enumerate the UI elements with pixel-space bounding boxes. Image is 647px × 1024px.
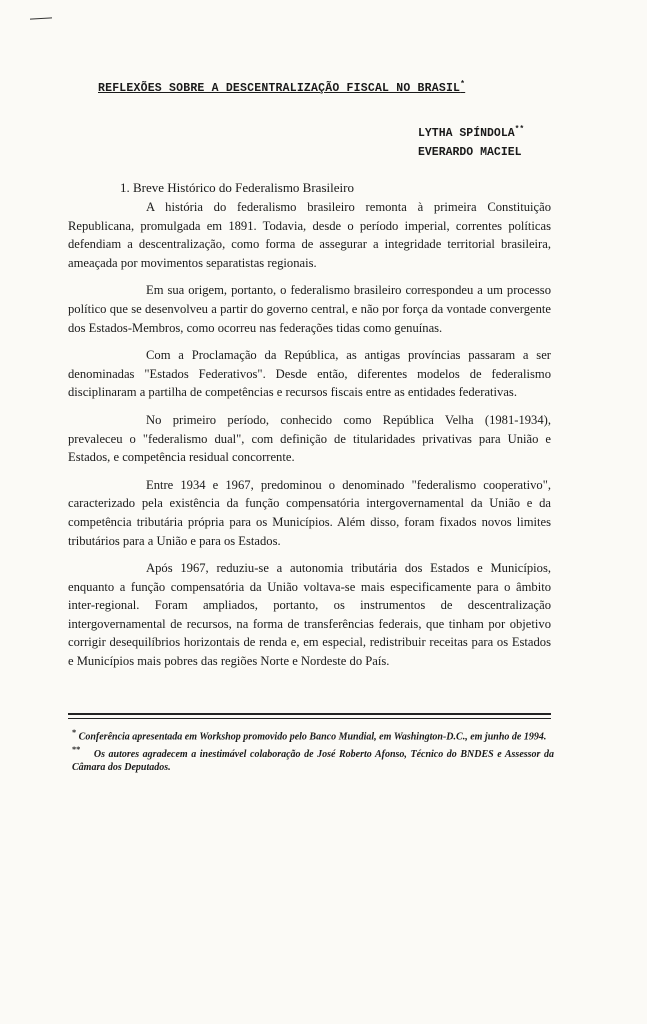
- body-text: [68, 198, 551, 680]
- footnote-mark: *: [72, 728, 77, 737]
- paragraph: No primeiro período, conhecido como República Velha (1981-1934), prevaleceu o "federalismo dual", com definição de titularidades privativas para União e Estados, e competência residual concorrente.: [68, 412, 551, 465]
- author-footnote-mark: **: [514, 125, 525, 134]
- author-line: [418, 120, 524, 143]
- document-title-text: REFLEXÕES SOBRE A DESCENTRALIZAÇÃO FISCAL NO BRASIL: [98, 81, 461, 95]
- document-title: [98, 80, 538, 95]
- footnote-text: Os autores agradecem a inestimável colaboração de José Roberto Afonso, Técnico do BNDES e Assessor da Câmara dos Deputados.: [72, 748, 554, 773]
- footnote-divider-thin: [68, 718, 551, 719]
- author-name: EVERARDO MACIEL: [418, 145, 522, 159]
- section-heading: 1. Breve Histórico do Federalismo Brasileiro: [120, 180, 354, 195]
- author-list: [418, 120, 524, 162]
- footnote: [72, 726, 554, 743]
- paragraph: Após 1967, reduziu-se a autonomia tributária dos Estados e Municípios, enquanto a função compensatória da União voltava-se mais especificamente para o âmbito inter-regional. Foram ampliados, portanto, os instrumentos de descentralização intergovernamental de recursos, na forma de transferências federais, que tinham por objetivo corrigir desequilíbrios horizontais de renda e, em especial, redistribuir receitas para os Estados e Municípios mais pobres das regiões Norte e Nordeste do País.: [68, 561, 551, 669]
- footnote-text: Conferência apresentada em Workshop promovido pelo Banco Mundial, em Washington-D.C., em junho de 1994.: [78, 731, 547, 743]
- author-line: [418, 143, 524, 162]
- title-footnote-mark: *: [460, 80, 466, 89]
- author-name: LYTHA SPÍNDOLA: [418, 126, 515, 140]
- footnote-divider: [68, 713, 551, 715]
- paragraph: Entre 1934 e 1967, predominou o denominado "federalismo cooperativo", caracterizado pela existência da função compensatória intergovernamental da União e da competência tributária própria para os Municípios. Além disso, foram fixados novos limites tributários para a União e para os Estados.: [68, 477, 551, 548]
- footnote-mark: **: [72, 745, 81, 755]
- paragraph: Com a Proclamação da República, as antigas províncias passaram a ser denominadas "Estados Federativos". Desde então, diferentes modelos de federalismo disciplinaram a partilha de competências e recursos fiscais entre as entidades federativas.: [68, 348, 551, 400]
- paragraph: Em sua origem, portanto, o federalismo brasileiro correspondeu a um processo político que se desenvolveu a partir do governo central, e não por força da vontade convergente dos Estados-Membros, como ocorreu nas federações tidas como genuínas.: [68, 283, 551, 335]
- paragraph: A história do federalismo brasileiro remonta à primeira Constituição Republicana, promulgada em 1891. Todavia, desde o período imperial, correntes políticas defendiam a descentralização, como forma de assegurar a integridade territorial brasileira, ameaçada por movimentos separatistas regionais.: [68, 200, 551, 270]
- corner-pen-mark: [30, 17, 52, 19]
- footnote: [72, 743, 554, 773]
- footnotes: [72, 726, 554, 774]
